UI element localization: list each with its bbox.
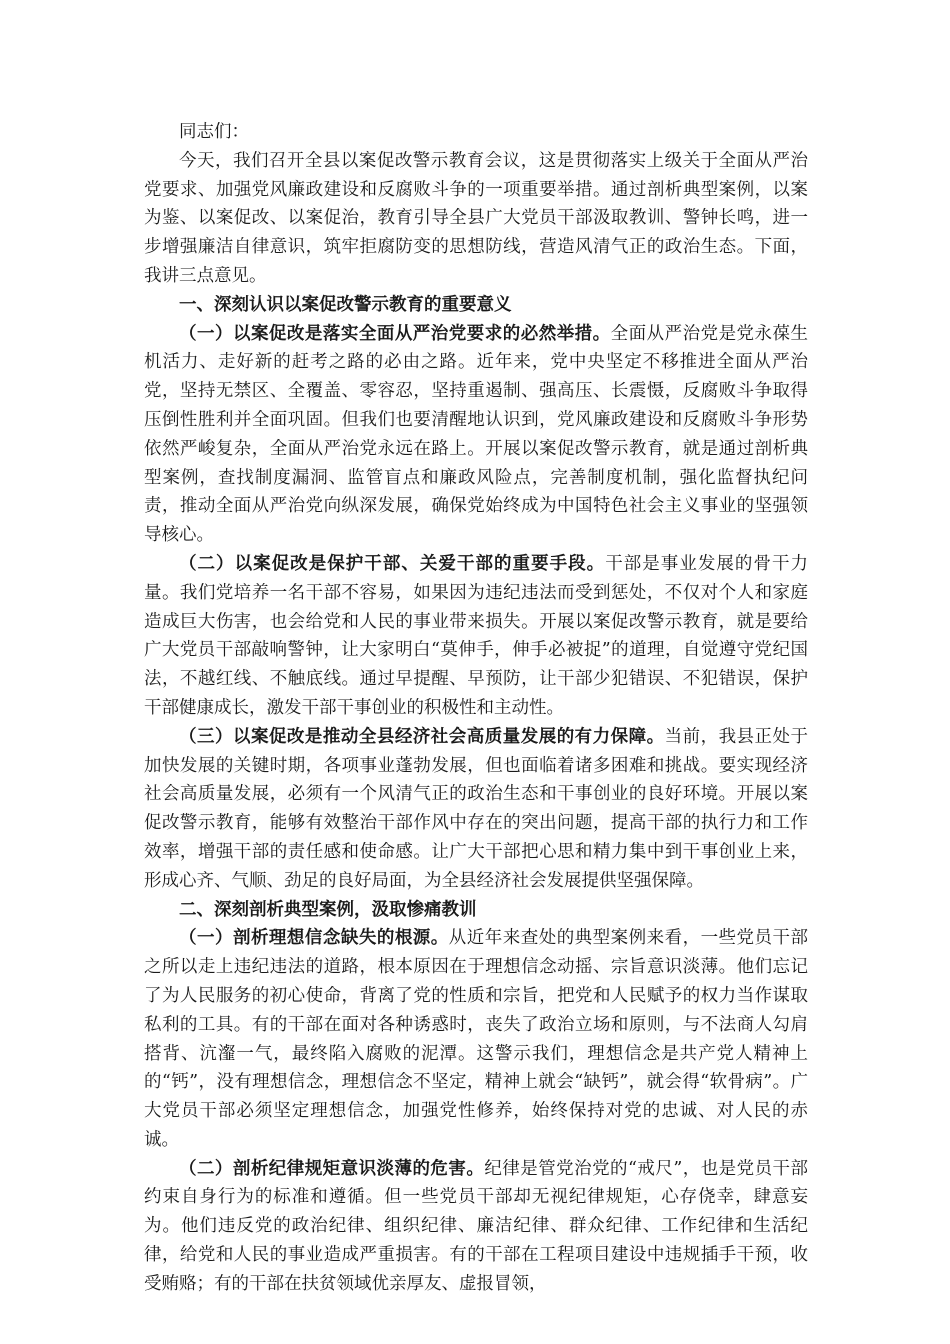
item-body: 纪律是管党治党的“戒尺”，也是党员干部约束自身行为的标准和遵循。但一些党员干部却无视纪律规矩，心存侥幸，肆意妄为。他们违反党的政治纪律、组织纪律、廉洁纪律、群众纪律、工作纪律和生活纪律，给党和人民的事业造成严重损害。有的干部在工程项目建设中违规插手干预，收受贿赂；有的干部在扶贫领域优亲厚友、虚报冒领， — [144, 1158, 808, 1294]
document-body — [144, 118, 808, 1299]
item-lead: （一）剖析理想信念缺失的根源。 — [179, 928, 449, 949]
section-1-heading: 一、深刻认识以案促改警示教育的重要意义 — [179, 294, 512, 315]
intro-paragraph: 今天，我们召开全县以案促改警示教育会议，这是贯彻落实上级关于全面从严治党要求、加强党风廉政建设和反腐败斗争的一项重要举措。通过剖析典型案例，以案为鉴、以案促改、以案促治，教育引导全县广大党员干部汲取教训、警钟长鸣，进一步增强廉洁自律意识，筑牢拒腐防变的思想防线，营造风清气正的政治生态。下面，我讲三点意见。 — [144, 150, 808, 286]
salutation: 同志们： — [179, 122, 249, 142]
item-lead: （一）以案促改是落实全面从严治党要求的必然举措。 — [179, 323, 611, 344]
section-1-item-3 — [144, 723, 808, 896]
section-1-item-1 — [144, 320, 808, 550]
section-2-item-1 — [144, 924, 808, 1154]
item-lead: （三）以案促改是推动全县经济社会高质量发展的有力保障。 — [179, 726, 665, 747]
item-body: 全面从严治党是党永葆生机活力、走好新的赶考之路的必由之路。近年来，党中央坚定不移推进全面从严治党，坚持无禁区、全覆盖、零容忍，坚持重遏制、强高压、长震慑，反腐败斗争取得压倒性胜利并全面巩固。但我们也要清醒地认识到，党风廉政建设和反腐败斗争形势依然严峻复杂，全面从严治党永远在路上。开展以案促改警示教育，就是通过剖析典型案例，查找制度漏洞、监管盲点和廉政风险点，完善制度机制，强化监督执纪问责，推动全面从严治党向纵深发展，确保党始终成为中国特色社会主义事业的坚强领导核心。 — [144, 323, 809, 546]
item-body: 从近年来查处的典型案例来看，一些党员干部之所以走上违纪违法的道路，根本原因在于理想信念动摇、宗旨意识淡薄。他们忘记了为人民服务的初心使命，背离了党的性质和宗旨，把党和人民赋予的权力当作谋取私利的工具。有的干部在面对各种诱惑时，丧失了政治立场和原则，与不法商人勾肩搭背、沆瀣一气，最终陷入腐败的泥潭。这警示我们，理想信念是共产党人精神上的“钙”，没有理想信念，理想信念不坚定，精神上就会“缺钙”，就会得“软骨病”。广大党员干部必须坚定理想信念，加强党性修养，始终保持对党的忠诚、对人民的赤诚。 — [144, 928, 809, 1150]
section-1-item-2 — [144, 550, 808, 723]
section-2-item-2 — [144, 1155, 808, 1299]
item-body: 干部是事业发展的骨干力量。我们党培养一名干部不容易，如果因为违纪违法而受到惩处，不仅对个人和家庭造成巨大伤害，也会给党和人民的事业带来损失。开展以案促改警示教育，就是要给广大党员干部敲响警钟，让大家明白“莫伸手，伸手必被捉”的道理，自觉遵守党纪国法，不越红线、不触底线。通过早提醒、早预防，让干部少犯错误、不犯错误，保护干部健康成长，激发干部干事创业的积极性和主动性。 — [144, 553, 809, 718]
section-2-heading: 二、深刻剖析典型案例，汲取惨痛教训 — [179, 899, 477, 920]
item-lead: （二）以案促改是保护干部、关爱干部的重要手段。 — [179, 553, 606, 574]
item-lead: （二）剖析纪律规矩意识淡薄的危害。 — [179, 1158, 485, 1179]
item-body: 当前，我县正处于加快发展的关键时期，各项事业蓬勃发展，但也面临着诸多困难和挑战。要实现经济社会高质量发展，必须有一个风清气正的政治生态和干事创业的良好环境。开展以案促改警示教育，能够有效整治干部作风中存在的突出问题，提高干部的执行力和工作效率，增强干部的责任感和使命感。让广大干部把心思和精力集中到干事创业上来，形成心齐、气顺、劲足的良好局面，为全县经济社会发展提供坚强保障。 — [144, 726, 809, 891]
